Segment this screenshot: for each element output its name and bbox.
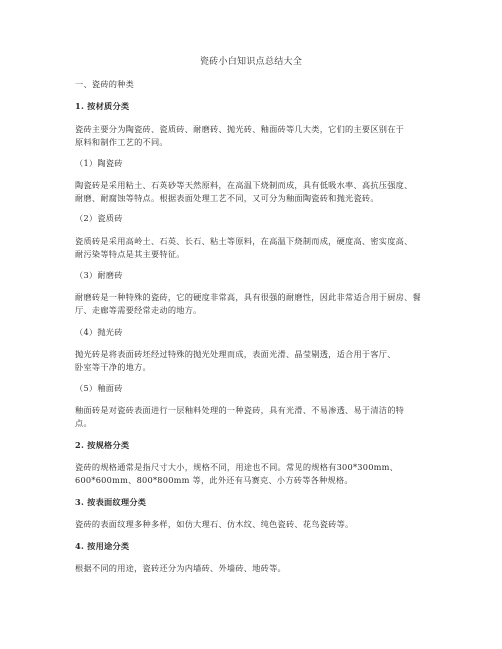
type-label-polished-tile: （4）抛光砖 [75,327,123,337]
subheading-by-material: 1. 按材质分类 [75,101,130,111]
paragraph-line: 耐磨砖是一种特殊的瓷砖，它的硬度非常高，具有很强的耐磨性，因此非常适合用于厨房、餐 [75,292,421,302]
type-label-wear-resistant-tile: （3）耐磨砖 [75,270,123,280]
paragraph-line: 抛光砖是将表面砖坯经过特殊的抛光处理而成，表面光滑、晶莹剔透，适合用于客厅、 [75,349,396,359]
paragraph-line: 根据不同的用途，瓷砖还分为内墙砖、外墙砖、地砖等。 [75,563,286,573]
type-label-porcelain-tile: （2）瓷质砖 [75,213,123,223]
paragraph-line: 瓷砖的规格通常是指尺寸大小，规格不同，用途也不同。常见的规格有300*300mm、 [75,462,399,472]
paragraph-line: 点。 [75,418,92,428]
subheading-by-texture: 3. 按表面纹理分类 [75,497,147,507]
subheading-by-usage: 4. 按用途分类 [75,541,130,551]
paragraph-line: 瓷质砖是采用高岭土、石英、长石、粘土等原料，在高温下烧制而成，硬度高、密实度高、 [75,236,413,246]
paragraph-line: 瓷砖主要分为陶瓷砖、瓷质砖、耐磨砖、抛光砖、釉面砖等几大类，它们的主要区别在于 [75,124,405,134]
paragraph-line: 耐磨、耐腐蚀等特点。根据表面处理工艺不同，又可分为釉面陶瓷砖和抛光瓷砖。 [75,193,379,203]
type-label-glazed-tile: （5）釉面砖 [75,383,123,393]
paragraph-line: 600*600mm、800*800mm 等，此外还有马赛克、小方砖等各种规格。 [75,475,353,485]
subheading-by-size: 2. 按规格分类 [75,440,130,450]
paragraph-line: 卧室等干净的地方。 [75,362,151,372]
paragraph-line: 釉面砖是对瓷砖表面进行一层釉料处理的一种瓷砖，具有光滑、不易渗透、易于清洁的特 [75,405,405,415]
paragraph-line: 原料和制作工艺的不同。 [75,137,168,147]
paragraph-line: 耐污染等特点是其主要特征。 [75,249,185,259]
type-label-ceramic-tile: （1）陶瓷砖 [75,158,123,168]
section-heading-tile-types: 一、瓷砖的种类 [75,79,135,89]
paragraph-line: 瓷砖的表面纹理多种多样，如仿大理石、仿木纹、纯色瓷砖、花鸟瓷砖等。 [75,519,354,529]
document-title: 瓷砖小白知识点总结大全 [199,57,303,67]
paragraph-line: 厅、走廊等需要经常走动的地方。 [75,305,202,315]
paragraph-line: 陶瓷砖是采用粘土、石英砂等天然原料，在高温下烧制而成，具有低吸水率、高抗压强度、 [75,180,413,190]
